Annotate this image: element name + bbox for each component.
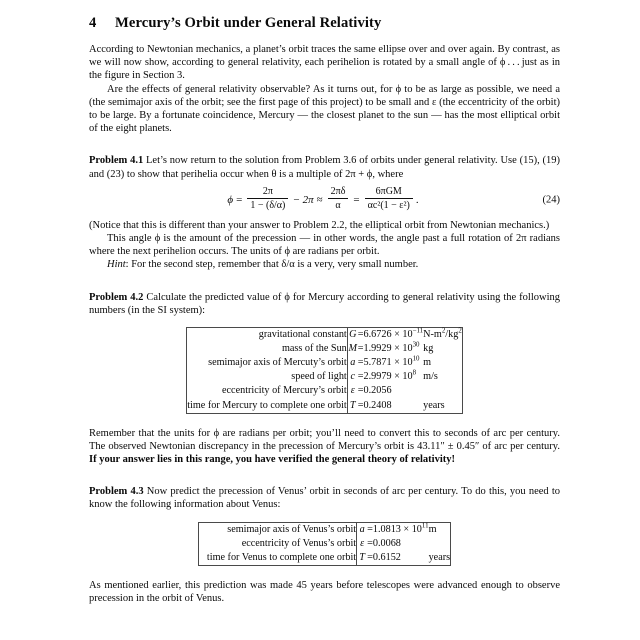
hint-label: Hint xyxy=(107,259,126,271)
precession-paragraph: This angle ϕ is the amount of the precession — in other words, the angle past a full rotation of 2π radians where the next perihelion occurs. The units of ϕ are radians per orbit. xyxy=(89,233,560,258)
quantity-value: $1.0813 \times 10^{11}$ xyxy=(372,522,429,535)
mercury-table-wrapper xyxy=(89,317,560,414)
quantity-symbol: M xyxy=(347,342,358,356)
equals-sign: = xyxy=(357,371,364,383)
table-row xyxy=(187,370,463,384)
quantity-unit xyxy=(429,537,451,551)
fraction-1-numerator: 2π xyxy=(262,186,273,198)
quantity-label: eccentricity of Venus’s orbit xyxy=(241,537,357,549)
equals-sign: = xyxy=(357,343,364,355)
discrepancy-text: Remember that the units for ϕ are radians per orbit; you’ll need to convert this to seconds of arc per century. The observed Newtonian discrepancy in the precession of Mercury’s orbit is 43.11″ ± 0.45″ of arc per century. xyxy=(89,427,560,452)
quantity-label: mass of the Sun xyxy=(281,343,347,355)
intro-paragraph-2: Are the effects of general relativity observable? As it turns out, for ϕ to be as large as possible, we need a (the semimajor axis of the orbit; see the first page of this project) to be small and ε (the eccentricity of the orbit) to be large. By a fortunate coincidence, Mercury — the closest planet to the sun — has the most elliptical orbit of the eight planets. xyxy=(89,83,560,135)
exponent: 10 xyxy=(412,355,420,363)
table-row xyxy=(187,356,463,370)
problem-4-1-text: Let’s now return to the solution from Problem 3.6 of orbits under general relativity. Use (15), (19) and (23) to show that perihelia occur when θ is a multiple of 2π + ϕ, where xyxy=(89,155,560,180)
hint-text: : For the second step, remember that δ/α is a very, very small number. xyxy=(125,259,419,271)
equation-minus-term: 2π xyxy=(302,193,314,206)
quantity-symbol: T xyxy=(347,399,358,414)
problem-4-3-text: Now predict the precession of Venus’ orbit in seconds of arc per century. To do this, you need to know the following information about Venus: xyxy=(89,486,560,511)
quantity-label: time for Mercury to complete one orbit xyxy=(187,399,347,411)
quantity-unit: kg xyxy=(423,343,434,355)
problem-4-1-label: Problem 4.1 xyxy=(89,155,144,167)
table-row xyxy=(198,522,450,537)
problem-4-3-label: Problem 4.3 xyxy=(89,486,144,498)
section-heading xyxy=(89,15,560,32)
quantity-label: semimajor axis of Venus’s orbit xyxy=(227,523,357,535)
quantity-label: speed of light xyxy=(291,371,347,383)
quantity-value: $5.7871 \times 10^{10}$ xyxy=(363,355,420,369)
quantity-label: eccentricity of Mercury’s orbit xyxy=(222,385,347,397)
quantity-unit: years xyxy=(428,551,451,563)
quantity-symbol: c xyxy=(347,370,358,384)
quantity-unit: $N-m^2/kg^2$ xyxy=(423,327,462,341)
equals-sign: = xyxy=(367,551,373,563)
quantity-symbol: ε xyxy=(347,384,358,398)
equals-sign: = xyxy=(357,357,364,369)
fraction-2-denominator: α xyxy=(328,198,349,211)
venus-constants-table xyxy=(198,522,451,566)
problem-4-1-note: (Notice that this is different than your answer to Problem 2.2, the elliptical orbit from Newtonian mechanics.) xyxy=(89,219,550,231)
equation-lhs: ϕ xyxy=(227,193,234,206)
section-number: 4 xyxy=(89,15,97,31)
table-row xyxy=(198,551,450,566)
quantity-unit: m xyxy=(423,357,432,369)
exponent: −11 xyxy=(412,327,424,335)
quantity-value: 0.2056 xyxy=(363,385,392,397)
equation-24-number: (24) xyxy=(542,194,560,206)
quantity-symbol: a xyxy=(357,522,368,537)
fraction-3-numerator: 6πGM xyxy=(375,186,402,198)
quantity-value: 0.0068 xyxy=(372,537,401,549)
quantity-unit: m/s xyxy=(423,371,438,383)
equation-fraction-1 xyxy=(247,186,288,211)
equals-sign: = xyxy=(357,385,364,397)
closing-paragraph: As mentioned earlier, this prediction was made 45 years before telescopes were advanced enough to observe precession in the orbit of Venus. xyxy=(89,579,560,605)
problem-4-2-label: Problem 4.2 xyxy=(89,291,144,303)
table-row xyxy=(187,384,463,398)
table-row xyxy=(198,537,450,551)
equation-fraction-2 xyxy=(328,186,349,211)
quantity-symbol: T xyxy=(357,551,368,566)
equation-fraction-3 xyxy=(365,186,413,211)
equals-sign: = xyxy=(367,523,373,535)
fraction-2-numerator: 2πδ xyxy=(330,186,346,198)
quantity-unit xyxy=(423,384,462,398)
equals-sign: = xyxy=(357,399,364,411)
equation-24: ϕ = $\frac{2\pi}{1 - (\delta/\alpha)}$ − 2π ≈ $\frac{2\pi\delta}{\alpha}$ = $\frac{\text{6πGM}}{\text{αc²(1 − ε²)}}$ . (24) xyxy=(227,186,560,212)
quantity-value: $1.9929 \times 10^{30}$ xyxy=(363,341,420,355)
quantity-label: gravitational constant xyxy=(258,329,347,341)
verification-statement: If your answer lies in this range, you have verified the general theory of relativity! xyxy=(89,454,455,466)
intro-paragraph-1: According to Newtonian mechanics, a planet’s orbit traces the same ellipse over and over again. By contrast, as we will now show, according to general relativity, each perihelion is rotated by a small angle of ϕ . . . just as in the figure in Section 3. xyxy=(89,44,560,82)
venus-table-wrapper xyxy=(89,512,560,566)
quantity-symbol: ε xyxy=(357,537,368,551)
equals-sign: = xyxy=(357,329,364,341)
problem-4-1-paragraph xyxy=(89,154,560,180)
quantity-unit: m xyxy=(428,523,437,535)
exponent: 30 xyxy=(412,341,420,349)
quantity-value: 0.2408 xyxy=(363,399,392,411)
quantity-unit: years xyxy=(423,399,445,411)
problem-4-3-paragraph xyxy=(89,485,560,511)
fraction-3-denominator: αc²(1 − ε²) xyxy=(365,198,413,211)
quantity-symbol: a xyxy=(347,356,358,370)
problem-4-2-text: Calculate the predicted value of ϕ for Mercury according to general relativity using the following numbers (in the SI system): xyxy=(89,291,560,316)
equals-sign: = xyxy=(367,537,373,549)
problem-4-2-after-paragraph xyxy=(89,427,560,467)
mercury-constants-table xyxy=(186,327,463,414)
exponent: 11 xyxy=(421,522,429,530)
exponent: 8 xyxy=(412,369,417,377)
quantity-value: 0.6152 xyxy=(372,551,401,563)
section-title-text: Mercury’s Orbit under General Relativity xyxy=(115,15,382,31)
quantity-value: $2.9979 \times 10^8$ xyxy=(363,369,417,383)
quantity-label: semimajor axis of Mercuty’s orbit xyxy=(208,357,347,369)
table-row xyxy=(187,342,463,356)
quantity-label: time for Venus to complete one orbit xyxy=(206,551,357,563)
quantity-symbol: G xyxy=(347,328,358,343)
quantity-value: $6.6726 \times 10^{-11}$ xyxy=(363,327,424,341)
hint-paragraph xyxy=(89,258,560,271)
table-row xyxy=(187,399,463,414)
fraction-1-denominator: 1 − (δ/α) xyxy=(247,198,288,211)
problem-4-2-paragraph xyxy=(89,291,560,317)
table-row xyxy=(187,328,463,343)
